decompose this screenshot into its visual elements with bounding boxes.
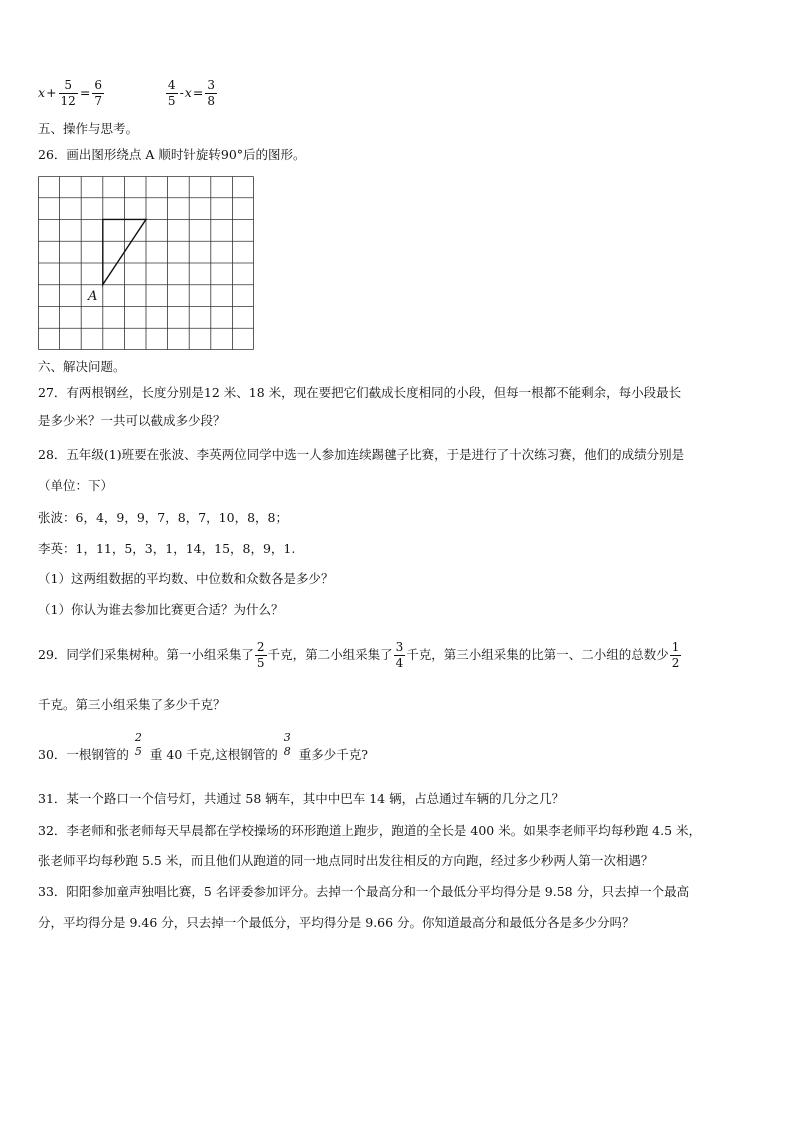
q29-fraction-1: $\frac{2}{5}$ <box>256 640 265 670</box>
eq2-fraction-1: $\frac{4}{5}$ <box>167 78 176 108</box>
eq2-equals: = <box>192 85 204 100</box>
question-33-line-1: 33．阳阳参加童声独唱比赛，5 名评委参加评分。去掉一个最高分和一个最低分平均得分是 9.58 分，只去掉一个最高 <box>38 884 690 899</box>
eq1-equals: = <box>79 85 91 100</box>
question-28-line-2: （单位：下） <box>38 478 114 493</box>
eq1-fraction-1: $\frac{5}{12}$ <box>60 78 76 108</box>
question-26: 26．画出图形绕点 A 顺时针旋转90°后的图形。 <box>38 147 306 162</box>
question-32-line-1: 32．李老师和张老师每天早晨都在学校操场的环形跑道上跑步，跑道的全长是 400 米。如果李老师平均每秒跑 4.5 米， <box>38 823 702 838</box>
equation-1 <box>38 78 109 108</box>
eq1-operator: + <box>46 85 57 100</box>
eq2-operator: - <box>179 85 184 100</box>
eq2-fraction-2: $\frac{3}{8}$ <box>207 78 215 108</box>
question-28-line-1: 28．五年级(1)班要在张波、李英两位同学中选一人参加连续踢毽子比赛，于是进行了十次练习赛，他们的成绩分别是 <box>38 447 685 462</box>
q30-fraction-1: 2 5 <box>134 731 142 758</box>
question-28-zhang-scores: 张波：6，4，9，9，7，8，7，10，8，8； <box>38 510 288 525</box>
question-29-line-1: 29．同学们采集树种。第一小组采集了 $\frac{2}{5}$ 千克，第二小组采集了 $\frac{3}{4}$ 千克，第三小组采集的比第一、二小组的总数少 $\frac{1}{2}$ <box>38 640 680 670</box>
point-a-label: A <box>88 289 98 304</box>
rotation-grid <box>38 176 254 354</box>
question-28-sub-1: （1）这两组数据的平均数、中位数和众数各是多少？ <box>38 571 334 586</box>
question-28-li-scores: 李英：1，11，5，3，1，14，15，8，9，1. <box>38 541 296 556</box>
eq1-fraction-2: $\frac{6}{7}$ <box>94 78 102 108</box>
question-31: 31．某一个路口一个信号灯，共通过 58 辆车，其中中巴车 14 辆，占总通过车辆的几分之几？ <box>38 791 565 806</box>
question-33-line-2: 分，平均得分是 9.46 分，只去掉一个最低分，平均得分是 9.66 分。你知道最高分和最低分各是多少分吗？ <box>38 915 635 930</box>
equation-2 <box>165 78 218 108</box>
question-27-line-2: 是多少米？一共可以截成多少段？ <box>38 413 226 428</box>
section-6-title: 六、解决问题。 <box>38 359 126 374</box>
question-29-line-2: 千克。第三小组采集了多少千克？ <box>38 697 226 712</box>
question-28-sub-2: （1）你认为谁去参加比赛更合适？为什么？ <box>38 602 284 617</box>
q29-fraction-2: $\frac{3}{4}$ <box>395 640 404 670</box>
question-27-line-1: 27．有两根钢丝，长度分别是12 米、18 米，现在要把它们截成长度相同的小段，但每一根都不能剩余，每小段最长 <box>38 385 682 400</box>
question-30: 30．一根钢管的 2 5 重 40 千克,这根钢管的 3 8 重多少千克? <box>38 731 368 762</box>
question-32-line-2: 张老师平均每秒跑 5.5 米，而且他们从跑道的同一地点同时出发往相反的方向跑，经过多少秒两人第一次相遇？ <box>38 853 654 868</box>
eq1-variable: x <box>38 85 46 100</box>
q30-fraction-2: 3 8 <box>283 731 291 758</box>
grid-figure <box>38 176 254 350</box>
eq2-variable: x <box>184 85 192 100</box>
section-5-title: 五、操作与思考。 <box>38 121 139 136</box>
q29-fraction-3: $\frac{1}{2}$ <box>671 640 680 670</box>
equation-row <box>38 78 218 109</box>
